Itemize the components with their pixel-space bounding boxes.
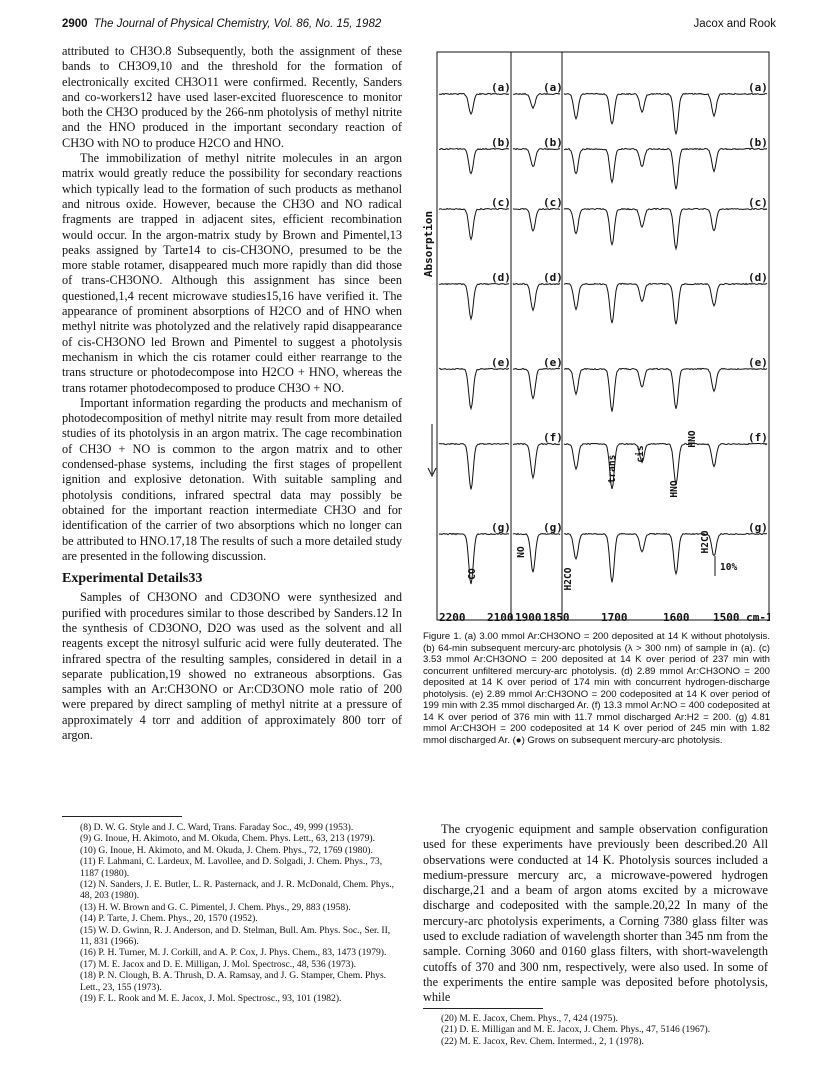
trace-label: (b)	[748, 136, 768, 149]
trace-label: (e)	[543, 356, 563, 369]
y-axis-label: Absorption	[423, 210, 435, 278]
x-tick-label: 1850	[543, 611, 570, 624]
spectra-figure	[423, 44, 770, 628]
reference: (13) H. W. Brown and G. C. Pimentel, J. Chem. Phys., 29, 883 (1958).	[80, 901, 351, 913]
footnote-rule	[423, 1008, 543, 1009]
reference: (10) G. Inoue, H. Akimoto, and M. Okuda, J. Chem. Phys., 72, 1769 (1980).	[80, 844, 373, 856]
paragraph: The immobilization of methyl nitrite molecules in an argon matrix would greatly reduce the possibility for secondary reactions which typically lead to the formation of such products as methanol and nitrous oxide. However, because the CH3O and NO radical fragments are trapped in adjacent sites, efficient recombination would occur. In the argon-matrix study by Brown and Pimentel,13 peaks assigned by Tarte14 to cis-CH3ONO, presumed to be the more stable rotamer, disappeared much more rapidly than did those of trans-CH3ONO. Although this assignment has since been questioned,1,4 recent microwave studies15,16 have verified it. The appearance of prominent absorptions of H2CO and of HNO when methyl nitrite was photolyzed and the relatively rapid disappearance of cis-CH3ONO led Brown and Pimentel to suggest a photolysis mechanism in which the cis rotamer could either rearrange to the trans structure or photodecompose into H2CO + HNO, whereas the trans rotamer photodecomposed to produce CH3O + NO.	[62, 151, 402, 395]
x-axis-ticks	[439, 611, 770, 624]
x-tick-label: 1900	[515, 611, 542, 624]
trace-label: (f)	[543, 431, 563, 444]
reference: (8) D. W. G. Style and J. C. Ward, Trans. Faraday Soc., 49, 999 (1953).	[80, 822, 354, 833]
trace-label: (c)	[491, 196, 511, 209]
spectrum-trace-f	[564, 443, 767, 489]
references-left	[62, 822, 402, 1005]
trace-label: (a)	[748, 81, 768, 94]
right-column	[423, 822, 768, 1006]
spectrum-trace-f	[439, 443, 509, 489]
species-label-trans: trans	[607, 454, 618, 484]
reference: (17) M. E. Jacox and D. E. Milligan, J. Mol. Spectrosc., 48, 536 (1973).	[80, 958, 357, 970]
spectrum-trace-c	[564, 208, 767, 248]
spectra-plot	[423, 44, 770, 628]
reference: (18) P. N. Clough, B. A. Thrush, D. A. Ramsay, and J. G. Stamper, Chem. Phys. Lett., 23, 155 (1973).	[80, 970, 387, 993]
reference: (20) M. E. Jacox, Chem. Phys., 7, 424 (1975).	[441, 1013, 618, 1024]
left-column	[62, 44, 402, 743]
running-header	[62, 18, 776, 36]
paragraph: The cryogenic equipment and sample observation configuration used for these experiments have previously been described.20 All observations were conducted at 14 K. Photolysis sources included a medium-pressure mercury arc, a microwave-powered hydrogen discharge,21 and a beam of argon atoms excited by a microwave discharge and codeposited with the sample.20,22 In many of the mercury-arc photolysis experiments, a Corning 7380 glass filter was used to exclude radiation of wavelength shorter than 345 nm from the sample. Corning 3060 and 0160 glass filters, with short-wavelength cutoffs of 370 and 300 nm, respectively, were also used. In some of the experiments the entire sample was deposited before photolysis, while	[423, 822, 768, 1005]
spectrum-trace-g	[564, 533, 767, 582]
trace-label: (b)	[543, 136, 563, 149]
reference: (21) D. E. Milligan and M. E. Jacox, J. Chem. Phys., 47, 5146 (1967).	[441, 1024, 711, 1036]
x-tick-label: 1500 cm-1	[713, 611, 770, 624]
trace-label: (d)	[748, 271, 768, 284]
paragraph: Samples of CH3ONO and CD3ONO were synthesized and purified with procedures similar to those described by Sanders.12 In the synthesis of CD3ONO, D2O was used as the solvent and all reagents except the nitrosyl sulfuric acid were fully deuterated. The infrared spectra of the resulting samples, considered in detail in a separate publication,19 showed no extraneous absorptions. Gas samples with an Ar:CH3ONO or Ar:CD3ONO mole ratio of 200 were prepared by direct sampling of methyl nitrite at a pressure of approximately 4 torr and addition of approximately 800 torr of argon.	[62, 590, 402, 743]
trace-label: (b)	[491, 136, 511, 149]
footnote-rule	[62, 816, 182, 817]
reference: (11) F. Lahmani, C. Lardeux, M. Lavollee, and D. Solgadi, J. Chem. Phys., 73, 1187 (1980).	[80, 856, 383, 879]
spectrum-trace-b	[439, 148, 509, 173]
spectrum-trace-a	[439, 93, 509, 114]
references-right	[423, 1013, 768, 1047]
x-tick-label: 2100	[487, 611, 514, 624]
species-label-co: CO	[467, 568, 478, 580]
trace-label: (c)	[748, 196, 768, 209]
journal-name: The Journal of Physical Chemistry, Vol. 86, No. 15, 1982	[93, 18, 382, 30]
trace-label: (e)	[748, 356, 768, 369]
x-tick-label: 1700	[601, 611, 628, 624]
spectrum-trace-c	[439, 208, 509, 239]
section-heading: Experimental Details33	[62, 571, 203, 587]
spectrum-trace-d	[513, 283, 560, 310]
trace-label: (d)	[543, 271, 563, 284]
species-label-h2co: H2CO	[563, 567, 574, 591]
spectra-traces	[439, 93, 767, 584]
reference: (19) F. L. Rook and M. E. Jacox, J. Mol. Spectrosc., 93, 101 (1982).	[80, 993, 342, 1005]
spectrum-trace-d	[439, 284, 509, 320]
spectrum-trace-c	[513, 209, 560, 231]
trace-label: (a)	[491, 81, 511, 94]
species-label-hno: HNO	[687, 430, 698, 448]
species-label-hno: HNO	[669, 480, 680, 498]
reference: (15) W. D. Gwinn, R. J. Anderson, and D. Stelman, Bull. Am. Phys. Soc., Ser. II, 11, 831 (1966).	[80, 924, 391, 948]
spectrum-trace-b	[564, 148, 767, 189]
species-label-h2co: H2CO	[700, 530, 711, 554]
spectrum-trace-d	[564, 283, 767, 324]
trace-label: (c)	[543, 196, 563, 209]
spectrum-trace-e	[513, 368, 560, 398]
spectrum-trace-a	[513, 93, 560, 108]
scale-label: 10%	[720, 562, 738, 573]
paragraph: Important information regarding the products and mechanism of photodecomposition of methyl nitrite may result from more detailed studies of its photolysis in an argon matrix. The cage recombination of CH3O + NO is common to the argon matrix and to other condensed-phase systems, including the first stages of propellent ignition and explosive detonation. With suitable sampling and photolysis conditions, infrared spectral data may possibly be obtained for the important reaction intermediate CH3O and for identification of the carrier of two absorptions which no longer can be attributed to HNO.17,18 The results of such a more detailed study are presented in the following discussion.	[62, 395, 402, 563]
trace-label: (g)	[543, 521, 563, 534]
reference: (16) P. H. Turner, M. J. Corkill, and A. P. Cox, J. Phys. Chem., 83, 1473 (1979).	[80, 947, 387, 959]
spectrum-trace-e	[439, 368, 509, 408]
reference: (14) P. Tarte, J. Chem. Phys., 20, 1570 (1952).	[80, 913, 258, 925]
spectrum-trace-e	[564, 368, 767, 411]
spectrum-trace-b	[513, 149, 560, 167]
page-number: 2900	[62, 18, 88, 30]
reference: (12) N. Sanders, J. E. Butler, L. R. Pasternack, and J. R. McDonald, Chem. Phys., 48, 203 (1980).	[80, 879, 395, 902]
spectrum-trace-a	[564, 93, 767, 133]
species-label-no: NO	[516, 546, 527, 558]
trace-label: (f)	[748, 431, 768, 444]
trace-label: (a)	[543, 81, 563, 94]
trace-label: (g)	[491, 521, 511, 534]
reference: (9) G. Inoue, H. Akimoto, and M. Okuda, Chem. Phys. Lett., 63, 213 (1979).	[80, 833, 375, 845]
trace-label: (e)	[491, 356, 511, 369]
header-left	[62, 18, 381, 30]
paragraph: attributed to CH3O.8 Subsequently, both the assignment of these bands to CH3O9,10 and the threshold for the formation of electronically excited CH3O11 were confirmed. Recently, Sanders and co-workers12 have used laser-excited fluorescence to monitor both the CH3O produced by the 266-nm photolysis of methyl nitrite and the HNO produced in the important secondary reaction of CH3O with NO to produce H2CO and HNO.	[62, 44, 402, 150]
trace-label: (d)	[491, 271, 511, 284]
reference: (22) M. E. Jacox, Rev. Chem. Intermed., 2, 1 (1978).	[441, 1035, 644, 1047]
x-tick-label: 1600	[663, 611, 690, 624]
spectrum-trace-f	[513, 443, 560, 478]
trace-label: (g)	[748, 521, 768, 534]
figure-caption: Figure 1. (a) 3.00 mmol Ar:CH3ONO = 200 deposited at 14 K without photolysis. (b) 64-min subsequent mercury-arc photolysis (λ > 300 nm) of sample in (a). (c) 3.53 mmol Ar:CH3ONO = 200 deposited at 14 K over period of 237 min with concurrent unfiltered mercury-arc photolysis. (d) 2.89 mmol Ar:CH3ONO = 200 deposited at 14 K over period of 174 min with concurrent hydrogen-discharge photolysis. (e) 2.89 mmol Ar:CH3ONO = 200 codeposited at 14 K over period of 199 min with 2.35 mmol discharged Ar. (f) 13.3 mmol Ar:NO = 400 codeposited at 14 K over period of 376 min with 11.7 mmol discharged Ar:H2 = 200. (g) 4.81 mmol Ar:CH3OH = 200 codeposited at 14 K over period of 245 min with 1.82 mmol discharged Ar. (●) Grows on subsequent mercury-arc photolysis.	[423, 631, 770, 746]
header-authors: Jacox and Rook	[693, 18, 776, 30]
x-tick-label: 2200	[439, 611, 466, 624]
species-label-cis: cis	[635, 445, 646, 463]
